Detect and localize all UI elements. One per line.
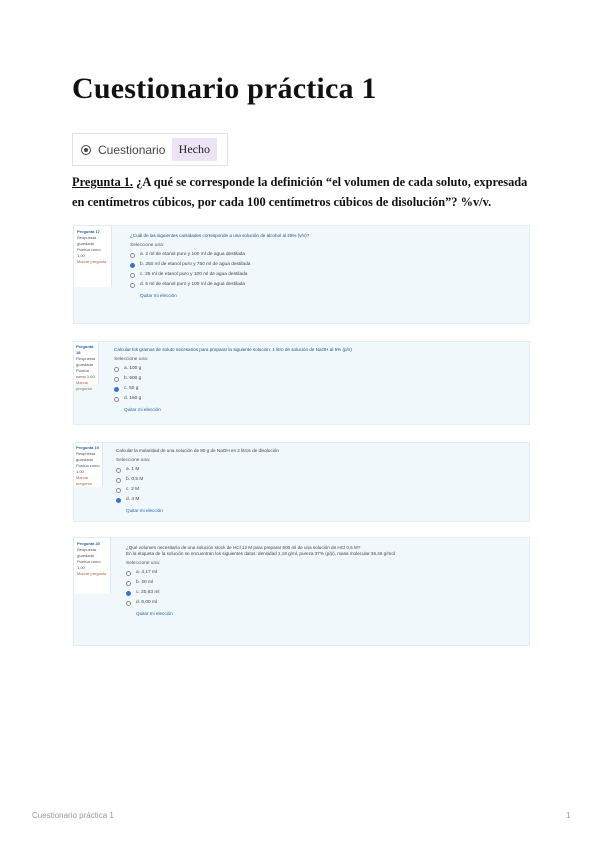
question-state: Respuesta guardada [77,235,97,246]
answer-option[interactable]: a. 100 g [114,364,524,374]
footer-title: Cuestionario práctica 1 [32,811,114,820]
answer-screenshot-4 [73,537,530,646]
question-state: Respuesta guardada [77,547,97,558]
select-label: Seleccione una: [130,243,165,248]
status-badge: Hecho [172,138,217,161]
question-text: Calcular la molaridad de una solución de 80 g de NaOH en 2 litros de disolución [116,448,279,453]
question-note: En la etiqueta de la solución se encuentran los siguientes datos: densidad 1,18 g/ml, pureza 37% (p/p), masa molecular 36,46 g/mol [126,551,395,556]
question-state: Respuesta guardada [76,451,96,462]
question-state: Respuesta guardada [76,356,96,367]
flag-question-link[interactable]: Marcar pregunta [77,571,107,576]
question-info-panel [74,443,103,487]
radio-button[interactable] [116,478,121,483]
clear-choice-link[interactable]: Quitar mi elección [126,508,163,513]
question-score: Puntúa como 1,00 [76,463,100,474]
radio-button[interactable] [116,498,121,503]
question-score: Puntúa como 1,00 [77,559,101,570]
question-text: Calcular los gramos de soluto necesarios para preparar la siguiente solución: 1 litro de solución de NaOH al 5% (p/v) [114,347,352,352]
radio-button[interactable] [114,397,119,402]
flag-question-link[interactable]: Marcar pregunta [76,475,92,486]
question-number: Pregunta 19 [76,445,99,450]
clear-choice-link[interactable]: Quitar mi elección [140,293,177,298]
answer-option[interactable]: c. 20,83 ml [126,588,521,598]
question-number: Pregunta 1. [72,175,134,189]
radio-button[interactable] [130,253,135,258]
answer-option[interactable]: d. 6,00 ml [126,598,521,608]
select-label: Seleccione una: [114,357,149,362]
answer-screenshot-2 [73,341,530,425]
radio-button[interactable] [126,581,131,586]
clear-choice-link[interactable]: Quitar mi elección [136,611,173,616]
answer-option[interactable]: d. 5 ml de etanol puro y 100 ml de agua destilada [130,280,520,290]
question-number: Pregunta 18 [76,344,94,355]
radio-button[interactable] [130,283,135,288]
answer-screenshot-1 [73,225,530,324]
answer-option[interactable]: d. 4 M [116,495,521,505]
question-number: Pregunta 20 [77,541,100,546]
answer-option[interactable]: b. 0,5 M [116,475,521,485]
flag-question-link[interactable]: Marcar pregunta [76,380,92,391]
flag-question-link[interactable]: Marcar pregunta [77,259,107,264]
question-heading [72,172,532,212]
radio-button[interactable] [114,367,119,372]
answer-option[interactable]: a. 4,17 ml [126,568,521,578]
radio-button[interactable] [116,488,121,493]
radio-button[interactable] [116,468,121,473]
radio-button[interactable] [114,377,119,382]
page-number: 1 [566,811,571,820]
radio-button[interactable] [126,591,131,596]
question-score: Puntúa como 1,00 [77,247,101,258]
answer-option[interactable]: b. 250 ml de etanol puro y 750 ml de agua destilada [130,260,520,270]
question-info-panel [74,538,111,594]
radio-button[interactable] [130,273,135,278]
question-text: ¿A qué se corresponde la definición “el volumen de cada soluto, expresada en centímetros cúbicos, por cada 100 centímetros cúbicos de disolución”? %v/v. [72,175,528,209]
question-info-panel [74,342,99,391]
radio-button[interactable] [126,601,131,606]
answer-option[interactable]: c. 50 g [114,384,524,394]
question-score: Puntúa como 1,00 [76,368,95,379]
answer-option[interactable]: a. 1 M [116,465,521,475]
radio-button[interactable] [130,263,135,268]
answer-option[interactable]: c. 2 M [116,485,521,495]
answer-screenshot-3 [73,442,530,522]
select-label: Seleccione una: [126,561,161,566]
answer-option[interactable]: c. 25 ml de etanol puro y 100 ml de agua destilada [130,270,520,280]
answer-option[interactable]: b. 500 g [114,374,524,384]
question-number: Pregunta 17 [77,229,100,234]
clear-choice-link[interactable]: Quitar mi elección [124,407,161,412]
question-text: ¿Qué volumen necesitaría de una solución stock de HCl 12 M para preparar 500 ml de una solución de HCl 0,5 M? [126,545,361,550]
answer-option[interactable]: b. 20 ml [126,578,521,588]
quiz-navigation [72,133,228,166]
answer-option[interactable]: d. 150 g [114,394,524,404]
answer-option[interactable]: a. 2 ml de etanol puro y 100 ml de agua destilada [130,250,520,260]
quiz-icon [81,145,91,155]
question-info-panel [74,226,112,287]
radio-button[interactable] [126,571,131,576]
question-text: ¿Cuál de las siguientes cantidades corresponde a una solución de alcohol al 25% (v/v)? [130,233,310,238]
radio-button[interactable] [114,387,119,392]
quiz-nav-label[interactable]: Cuestionario [98,142,166,157]
page-title: Cuestionario práctica 1 [72,72,377,105]
select-label: Seleccione una: [116,458,151,463]
